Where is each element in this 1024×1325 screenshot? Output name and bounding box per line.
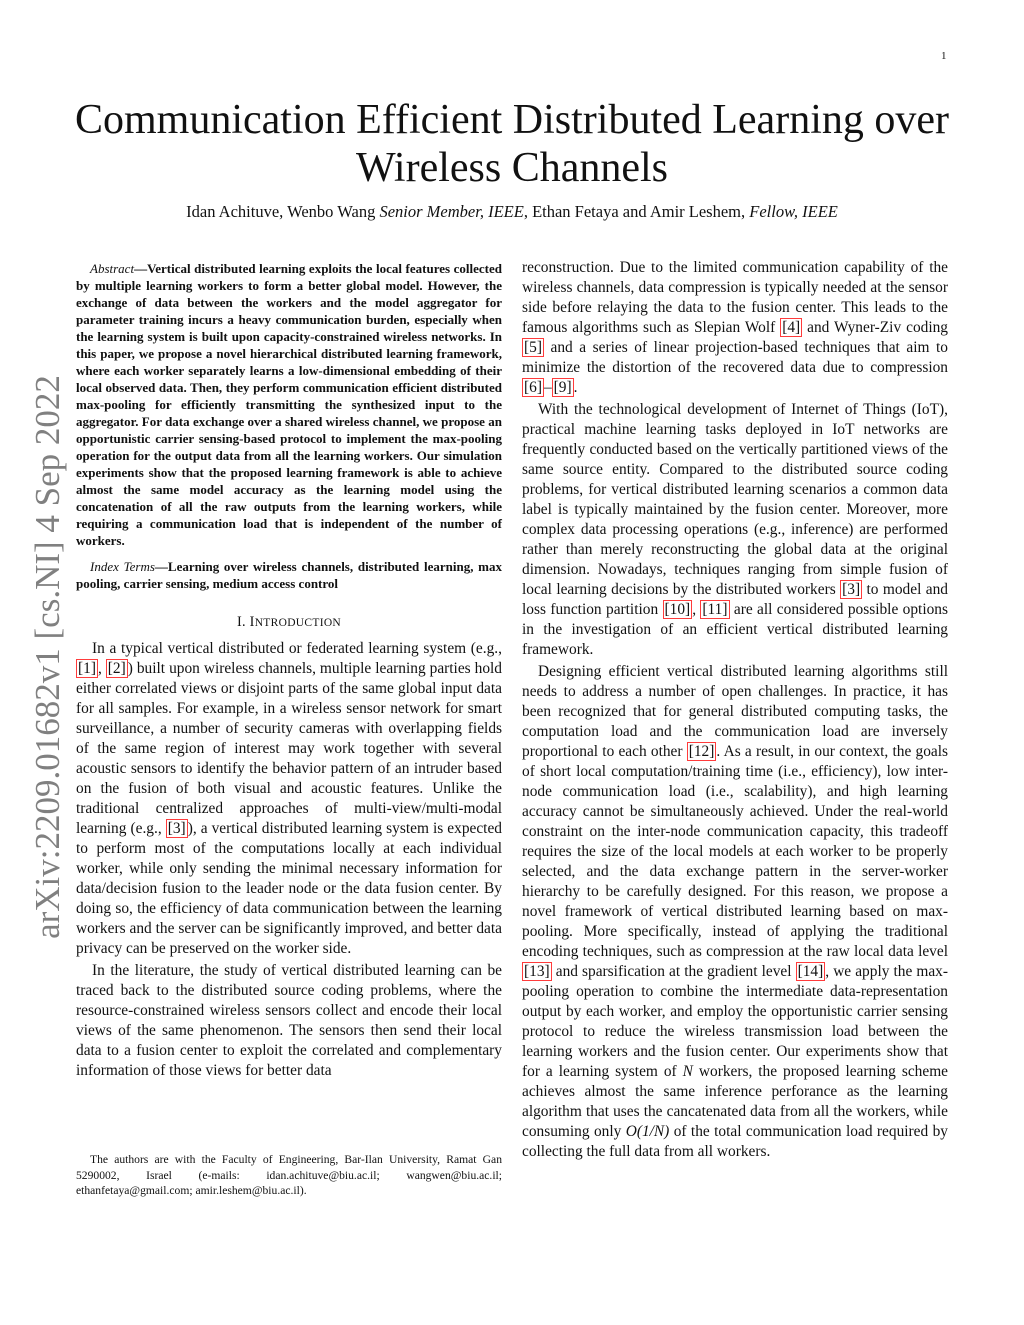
title-line-1: Communication Efficient Distributed Learning over (74, 97, 949, 143)
citation-link[interactable]: [14] (797, 963, 824, 980)
section-title-rest: NTRODUCTION (254, 617, 342, 629)
text-run: and a series of linear projection-based techniques that aim to minimize the distortion of the recovered data due to compression (522, 339, 948, 376)
citation-link[interactable]: [9] (553, 379, 572, 396)
text-run: , we apply the max-pooling operation to combine the intermediate data-representation output by each worker, and employ the opportunistic carrier sensing protocol to reduce the wireless transmission load between the learning workers and the fusion center. Our experiments show that for a learning system of (522, 963, 948, 1080)
text-run: reconstruction. Due to the limited communication capability of the wireless channels, data compression is typically needed at the sensor side before relaying the data to the fusion center. This leads to the famous algorithms such as Slepian Wolf (522, 259, 948, 336)
index-terms-label: Index Terms (90, 559, 155, 574)
math-n: N (682, 1063, 693, 1080)
citation-link[interactable]: [3] (167, 820, 186, 837)
author-footnote: The authors are with the Faculty of Engineering, Bar-Ilan University, Ramat Gan 5290002, Israel (e-mails: idan.achituve@biu.ac.il; wangwen@biu.ac.il; ethanfetaya@gmail.com; amir.leshem@biu.ac.il). (76, 1153, 502, 1197)
citation-link[interactable]: [3] (842, 581, 861, 598)
title-line-2: Wireless Channels (355, 145, 669, 191)
text-run: ), a vertical distributed learning system is expected to perform most of the computations locally at each individual worker, while only sending the minimal necessary information for data/decision fusion to the leader node or the data fusion center. By doing so, the efficiency of data communication between the learning workers and the server can be significantly improved, and better data privacy can be preserved on the worker side. (76, 820, 502, 957)
intro-paragraph-4 (522, 400, 948, 660)
text-run: and Wyner-Ziv coding (802, 319, 948, 336)
page-number: 1 (941, 50, 947, 62)
text-run: – (543, 379, 552, 396)
index-terms (76, 558, 502, 592)
text-run: . As a result, in our context, the goals of short local computation/training time (i.e., efficiency), low inter-node communication load (i.e., scalability), and high learning accuracy cannot be simultaneously achieved. Under the real-world constraint on the inter-node communication capacity, this tradeoff requires the size of the local models at each worker to be properly selected, and the data exchange pattern in the server-worker hierarchy to be carefully designed. For this reason, we propose a novel framework of vertical distributed learning based on max-pooling. More specifically, instead of applying the traditional encoding techniques, such as compression at the raw local data level (522, 743, 948, 960)
arxiv-stamp: arXiv:2209.01682v1 [cs.NI] 4 Sep 2022 (28, 375, 67, 939)
abstract-label: Abstract (90, 261, 135, 276)
left-column (76, 258, 502, 1081)
text-run: to model and loss function partition (522, 581, 948, 618)
citation-link[interactable]: [2] (107, 660, 126, 677)
citation-link[interactable]: [4] (782, 319, 801, 336)
text-run: and sparsification at the gradient level (551, 963, 796, 980)
paper-title (0, 96, 1024, 192)
intro-paragraph-5 (522, 662, 948, 1162)
section-numeral: I. (236, 614, 250, 630)
index-terms-text: —Learning over wireless channels, distributed learning, max pooling, carrier sensing, medium access control (76, 559, 502, 591)
author-affiliation-1: Senior Member, IEEE (379, 202, 524, 221)
citation-link[interactable]: [1] (78, 660, 96, 677)
text-run: of the total communication load required by collecting the full data from all workers. (522, 1123, 948, 1160)
citation-link[interactable]: [12] (688, 743, 715, 760)
text-run: workers, the proposed learning scheme achieves almost the same inference perforance as the learning algorithm that uses the cancatenated data from all the workers, while consuming only (522, 1063, 948, 1140)
intro-paragraph-1 (76, 639, 502, 959)
text-run: . (573, 379, 578, 396)
text-run: Designing efficient vertical distributed learning algorithms still needs to address a number of open challenges. In practice, it has been recognized that for general distributed computing tasks, the computation load and the communication load are inversely proportional to each other (522, 663, 948, 760)
abstract (76, 260, 502, 549)
citation-link[interactable]: [13] (524, 963, 550, 980)
abstract-text: —Vertical distributed learning exploits the local features collected by multiple learning workers to form a better global model. However, the exchange of data between the workers and the model aggregator for parameter training incurs a heavy communication burden, especially when the learning system is built upon capacity-constrained wireless networks. In this paper, we propose a novel hierarchical distributed learning framework, where each worker separately learns a low-dimensional embedding of their local observed data. Then, they perform communication efficient distributed max-pooling for efficiently transmitting the synthesized input to the aggregator. For data exchange over a shared wireless channel, we propose an opportunistic carrier sensing-based protocol to implement the max-pooling operation for the output data from all the learning workers. Our simulation experiments show that the proposed learning framework is able to achieve almost the same model accuracy as the learning model using the concatenation of all the raw outputs from the learning workers, while requiring a communication load that is independent of the number of workers. (76, 261, 502, 548)
citation-link[interactable]: [6] (524, 379, 542, 396)
citation-link[interactable]: [11] (702, 601, 728, 618)
author-affiliation-2: Fellow, IEEE (749, 202, 838, 221)
citation-link[interactable]: [5] (524, 339, 542, 356)
authors-part-2: , Ethan Fetaya and Amir Leshem, (523, 202, 750, 221)
text-run: , (97, 660, 106, 677)
text-run: ) built upon wireless channels, multiple learning parties hold either correlated views or disjoint parts of the same global input data for all samples. For example, in a wireless sensor network for smart surveillance, a number of security cameras with overlapping fields of the same region of interest may work together with several acoustic sensors to identify the behavior pattern of an intruder based on the fusion of both visual and acoustic features. Unlike the traditional centralized approaches of multi-view/multi-modal learning (e.g., (76, 660, 503, 837)
text-run: In a typical vertical distributed or federated learning system (e.g., (92, 640, 502, 657)
text-run: With the technological development of Internet of Things (IoT), practical machine learning tasks deployed in IoT networks are frequently conducted based on the vertically partitioned views of the same source entity. Compared to the distributed source coding problems, for vertical distributed learning scenarios a common data label is typically maintained by the fusion center. Moreover, more complex data processing operations (e.g., inference) are performed rather than merely reconstructing the global data at the original dimension. Nowadays, techniques ranging from simple fusion of local learning decisions by the distributed workers (522, 401, 948, 598)
section-first-letter: I (249, 614, 255, 630)
author-list (0, 201, 1024, 223)
intro-paragraph-2: In the literature, the study of vertical distributed learning can be traced back to the distributed source coding problems, where the resource-constrained wireless sensors collect and encode their local views of the same phenomenon. The sensors then send their local data to a fusion center to exploit the correlated and complementary information of those views for better data (76, 962, 502, 1079)
intro-paragraph-3 (522, 258, 948, 398)
right-column (522, 258, 948, 1162)
text-run: are all considered possible options in the investigation of an efficient vertical distributed learning framework. (522, 601, 948, 658)
authors-part-1: Idan Achituve, Wenbo Wang (186, 202, 380, 221)
section-heading-introduction (76, 613, 502, 632)
text-run: , (692, 601, 701, 618)
math-complexity: O(1/N) (625, 1123, 670, 1140)
citation-link[interactable]: [10] (664, 601, 691, 618)
